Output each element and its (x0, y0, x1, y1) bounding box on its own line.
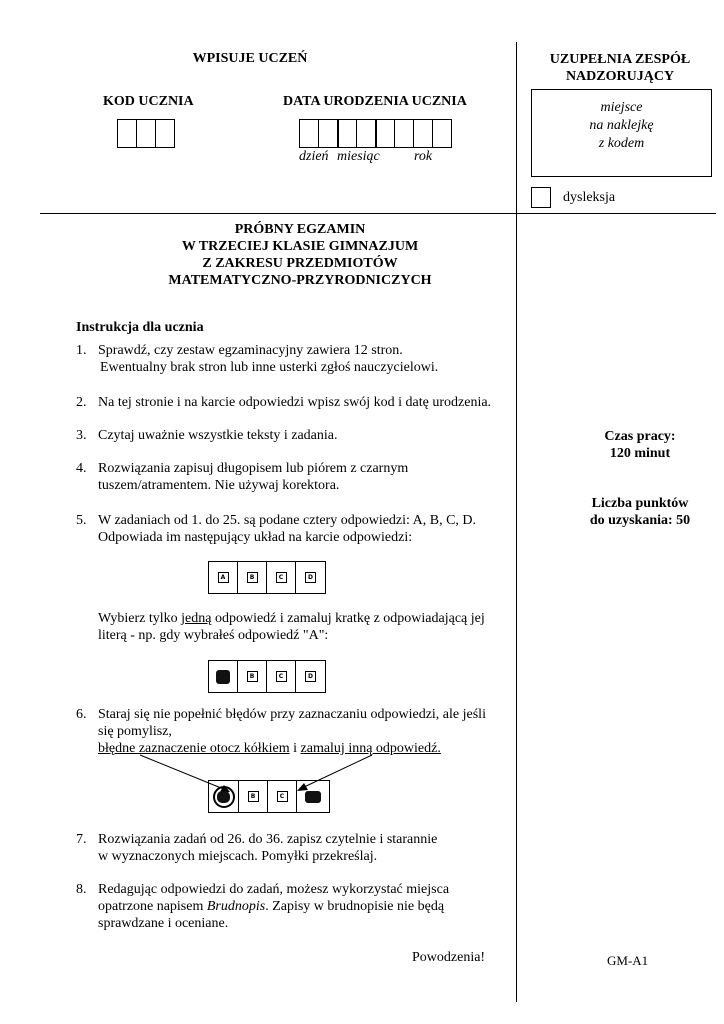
item-text: Na tej stronie i na karcie odpowiedzi wpisz swój kod i datę urodzenia. (98, 395, 492, 410)
item-text: sprawdzane i oceniane. (98, 916, 229, 931)
exam-title-line1: PRÓBNY EGZAMIN (234, 222, 366, 237)
sticker-line2: na naklejkę (589, 118, 654, 133)
working-time (590, 428, 690, 462)
working-time-value: 120 minut (609, 446, 671, 461)
item-text: Staraj się nie popełnić błędów przy zaznaczaniu odpowiedzi, ale jeśli (98, 707, 486, 722)
year-box[interactable] (394, 119, 414, 148)
student-code-label: KOD UCZNIA (103, 94, 194, 109)
item-number: 2. (76, 395, 87, 410)
month-box[interactable] (337, 119, 357, 148)
year-box[interactable] (432, 119, 452, 148)
max-points-value: do uzyskania: 50 (589, 513, 691, 528)
item-number: 5. (76, 513, 87, 528)
choose-text-line2: literą - np. gdy wybrałeś odpowiedź "A": (98, 628, 329, 643)
answer-letter: B (247, 671, 258, 682)
item-number: 8. (76, 882, 87, 897)
item-text: tuszem/atramentem. Nie używaj korektora. (98, 478, 340, 493)
birthdate-label: DATA URODZENIA UCZNIA (283, 94, 467, 109)
exam-title-line2: W TRZECIEJ KLASIE GIMNAZJUM (181, 239, 419, 254)
item-text: . Zapisy w brudnopisie nie będą (265, 899, 445, 914)
working-time-label: Czas pracy: (604, 429, 676, 444)
answer-example-filled-a (208, 660, 326, 693)
month-box[interactable] (356, 119, 376, 148)
item-text: Rozwiązania zadań od 26. do 36. zapisz czytelnie i starannie (98, 832, 438, 847)
answer-cell-a-circled (209, 781, 239, 812)
answer-letter: C (277, 791, 288, 802)
choose-text-c: odpowiedź i zamaluj kratkę z odpowiadającą jej (211, 611, 485, 626)
code-box[interactable] (155, 119, 175, 148)
code-box[interactable] (136, 119, 156, 148)
answer-cell-c (267, 562, 296, 593)
student-section-title: WPISUJE UCZEŃ (192, 51, 308, 66)
item-text: w wyznaczonych miejscach. Pomyłki przekreślaj. (98, 849, 378, 864)
item-text: i (289, 741, 301, 756)
item-text: się pomylisz, (98, 724, 172, 739)
item-text-italic: Brudnopis (206, 899, 266, 914)
answer-example-correction (208, 780, 330, 813)
answer-cell-b (239, 781, 268, 812)
circled-mark (213, 786, 235, 808)
exam-title (40, 221, 560, 289)
exam-title-line3: Z ZAKRESU PRZEDMIOTÓW (202, 256, 398, 271)
dyslexia-checkbox[interactable] (531, 187, 551, 208)
answer-letter: D (305, 671, 316, 682)
good-luck-text: Powodzenia! (412, 950, 486, 965)
item-text-underlined: zamaluj inną odpowiedź. (300, 741, 441, 756)
max-points (570, 495, 710, 529)
answer-cell-d-filled (297, 781, 329, 812)
committee-title-line2: NADZORUJĄCY (565, 69, 675, 84)
choose-text-a: Wybierz tylko (98, 611, 182, 626)
answer-letter: A (218, 572, 229, 583)
birthdate-boxes[interactable] (300, 119, 452, 148)
sticker-placeholder (531, 89, 712, 177)
item-number: 6. (76, 707, 87, 722)
answer-cell-c (267, 661, 296, 692)
filled-mark (216, 670, 230, 684)
instructions-heading: Instrukcja dla ucznia (76, 320, 204, 335)
answer-cell-d (296, 562, 325, 593)
answer-cell-c (268, 781, 297, 812)
filled-mark (217, 791, 230, 803)
sticker-line3: z kodem (598, 136, 645, 151)
answer-letter: D (305, 572, 316, 583)
item-text-underlined: błędne zaznaczenie otocz kółkiem (98, 741, 290, 756)
exam-code: GM-A1 (607, 953, 649, 968)
item-number: 3. (76, 428, 87, 443)
item-text: Odpowiada im następujący układ na karcie odpowiedzi: (98, 530, 413, 545)
committee-section-title (520, 51, 720, 85)
answer-cell-a (209, 562, 238, 593)
dob-year-caption: rok (414, 149, 433, 164)
item-number: 7. (76, 832, 87, 847)
dob-month-caption: miesiąc (337, 149, 380, 164)
answer-cell-b (238, 661, 267, 692)
code-box[interactable] (117, 119, 137, 148)
answer-letter: B (247, 572, 258, 583)
max-points-label: Liczba punktów (591, 496, 689, 511)
answer-cell-b (238, 562, 267, 593)
exam-title-line4: MATEMATYCZNO-PRZYRODNICZYCH (168, 273, 432, 288)
year-box[interactable] (375, 119, 395, 148)
answer-letter: C (276, 572, 287, 583)
choose-one-text (98, 610, 518, 644)
answer-cell-d (296, 661, 325, 692)
item-text: Rozwiązania zapisuj długopisem lub piórem z czarnym (98, 461, 409, 476)
student-code-boxes[interactable] (118, 119, 175, 148)
item-text: Sprawdź, czy zestaw egzaminacyjny zawiera 12 stron. (98, 343, 403, 358)
dob-day-caption: dzień (299, 149, 329, 164)
item-text: Czytaj uważnie wszystkie teksty i zadania. (98, 428, 338, 443)
item-text: Ewentualny brak stron lub inne usterki zgłoś nauczycielowi. (100, 360, 439, 375)
answer-letter: C (276, 671, 287, 682)
answer-letter: B (248, 791, 259, 802)
answer-example-empty (208, 561, 326, 594)
item-number: 4. (76, 461, 87, 476)
item-number: 1. (76, 343, 87, 358)
filled-mark (305, 791, 321, 803)
item-text: W zadaniach od 1. do 25. są podane cztery odpowiedzi: A, B, C, D. (98, 513, 477, 528)
day-box[interactable] (299, 119, 319, 148)
year-box[interactable] (413, 119, 433, 148)
horizontal-divider (40, 213, 716, 214)
item-text: Redagując odpowiedzi do zadań, możesz wykorzystać miejsca (98, 882, 450, 897)
day-box[interactable] (318, 119, 338, 148)
choose-text-emphasis: jedną (181, 611, 212, 626)
sticker-line1: miejsce (600, 100, 643, 115)
dyslexia-label: dysleksja (563, 190, 616, 205)
answer-cell-a-filled (209, 661, 238, 692)
item-text: opatrzone napisem (98, 899, 207, 914)
committee-title-line1: UZUPEŁNIA ZESPÓŁ (549, 52, 691, 67)
